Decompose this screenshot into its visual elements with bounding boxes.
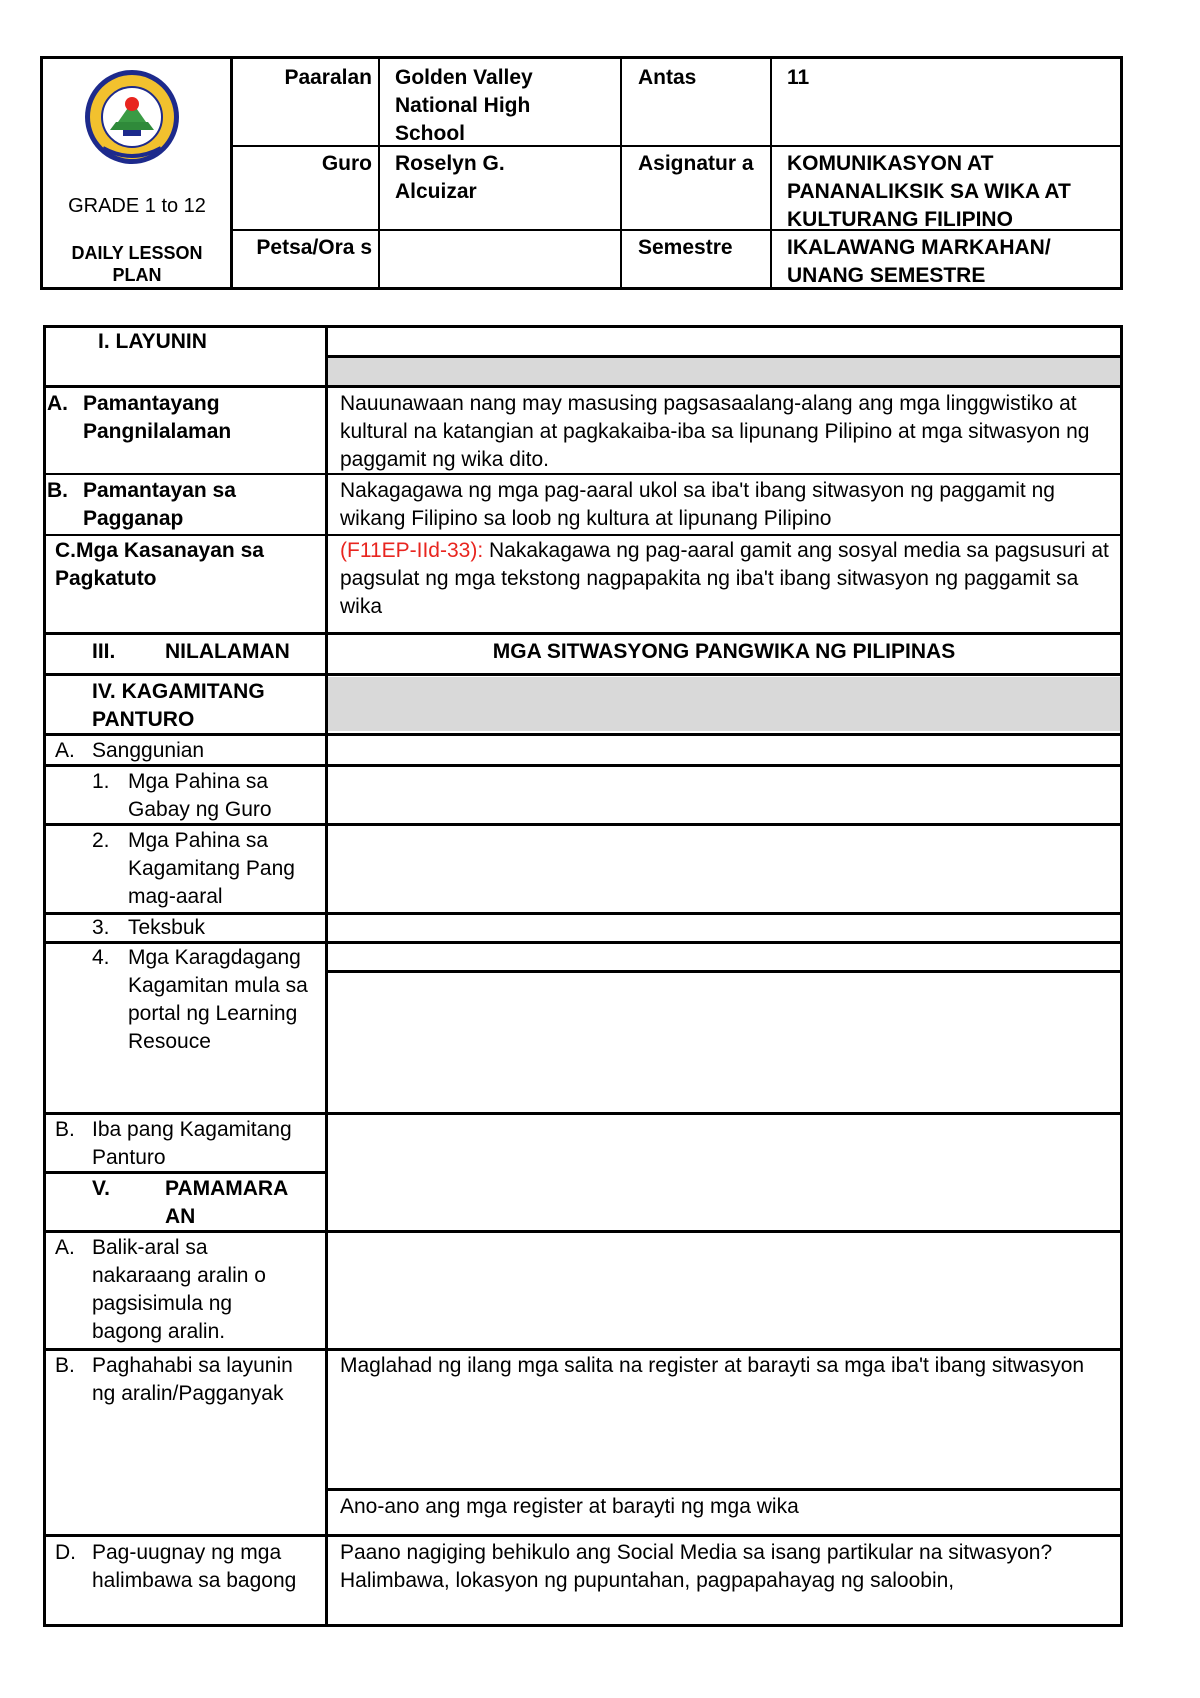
grade-label: GRADE 1 to 12 bbox=[68, 195, 206, 217]
sanggunian-letter: A. bbox=[55, 739, 75, 762]
table-border-right bbox=[1120, 325, 1123, 1627]
pamamaraan-number: V. bbox=[92, 1177, 110, 1200]
header-border-right bbox=[1120, 56, 1123, 290]
kagamitan-gray-fill bbox=[328, 677, 1120, 731]
paghahabi-value: Maglahad ng ilang mga salita na register at barayti sa mga iba't ibang sitwasyon bbox=[340, 1354, 1085, 1377]
row-line bbox=[43, 534, 1123, 536]
mga-kasanayan-label: C.Mga Kasanayan sa Pagkatuto bbox=[55, 539, 264, 590]
asignatura-value: KOMUNIKASYON AT PANANALIKSIK SA WIKA AT KULTURANG FILIPINO bbox=[787, 152, 1071, 231]
antas-value: 11 bbox=[787, 66, 810, 89]
dlp-label: DAILY LESSON PLAN bbox=[71, 243, 203, 285]
teksbuk-label: Teksbuk bbox=[128, 916, 206, 939]
row-line bbox=[43, 385, 1123, 388]
competency-text: Nakakagawa ng pag-aaral gamit ang sosyal media sa pagsusuri at pagsulat ng mga tekstong nagpapakita ng iba't ibang sitwasyon ng paggamit sa wika bbox=[340, 539, 1109, 618]
school-seal-logo bbox=[83, 68, 181, 166]
pag-uugnay-value: Paano nagiging behikulo ang Social Media sa isang partikular na sitwasyon? Halimbawa, lokasyon ng pupuntahan, pagpapahayag ng saloobin, bbox=[340, 1541, 1053, 1592]
layunin-heading: I. LAYUNIN bbox=[98, 330, 207, 353]
item2-number: 2. bbox=[92, 829, 110, 852]
table-column-divider bbox=[325, 325, 328, 1627]
karagdagang-kagamitan-label: Mga Karagdagang Kagamitan mula sa portal ng Learning Resouce bbox=[128, 946, 308, 1053]
nilalaman-value: MGA SITWASYONG PANGWIKA NG PILIPINAS bbox=[492, 640, 956, 663]
item4-number: 4. bbox=[92, 946, 110, 969]
iba-letter: B. bbox=[55, 1118, 75, 1141]
table-border-left bbox=[43, 325, 46, 1627]
header-divider-3 bbox=[770, 56, 772, 290]
row-line bbox=[43, 1112, 1123, 1115]
pamantayang-pangnilalaman-label: Pamantayang Pangnilalaman bbox=[83, 392, 232, 443]
antas-label: Antas bbox=[638, 66, 697, 89]
row-line bbox=[43, 764, 1123, 767]
pamantayan-sa-pagganap-value: Nakagagawa ng mga pag-aaral ukol sa iba't ibang sitwasyon ng paggamit ng wikang Filipino sa loob ng kultura at lipunang Pilipino bbox=[340, 479, 1055, 530]
kagamitang-mag-aaral-label: Mga Pahina sa Kagamitang Pang mag-aaral bbox=[128, 829, 295, 908]
pamantayang-pangnilalaman-value: Nauunawaan nang may masusing pagsasaalang-alang ang mga linggwistiko at kultural na katangian at pagkakaiba-iba sa lipunang Pilipino at mga sitwasyon ng paggamit ng wika dito. bbox=[340, 392, 1090, 471]
balik-aral-letter: A. bbox=[55, 1236, 75, 1259]
row-line bbox=[43, 673, 1123, 676]
header-border-left bbox=[40, 56, 43, 290]
guro-value: Roselyn G. Alcuizar bbox=[395, 152, 505, 203]
semestre-label: Semestre bbox=[638, 236, 733, 259]
gabay-ng-guro-label: Mga Pahina sa Gabay ng Guro bbox=[128, 770, 272, 821]
row-line bbox=[43, 632, 1123, 635]
nilalaman-number: III. bbox=[92, 640, 116, 663]
semestre-value: IKALAWANG MARKAHAN/ UNANG SEMESTRE bbox=[787, 236, 1051, 287]
header-divider-2 bbox=[620, 56, 622, 290]
register-barayti-value: Ano-ano ang mga register at barayti ng mga wika bbox=[340, 1495, 799, 1518]
a-letter: A. bbox=[47, 392, 68, 415]
nilalaman-label: NILALAMAN bbox=[165, 640, 290, 663]
guro-label: Guro bbox=[321, 152, 372, 175]
paaralan-label: Paaralan bbox=[284, 66, 372, 89]
pag-uugnay-label: Pag-uugnay ng mga halimbawa sa bagong bbox=[92, 1541, 297, 1592]
competency-code: (F11EP-IId-33): bbox=[340, 539, 484, 562]
paaralan-value: Golden Valley National High School bbox=[395, 66, 533, 145]
asignatura-label: Asignatur a bbox=[638, 152, 754, 175]
pamantayan-sa-pagganap-label: Pamantayan sa Pagganap bbox=[83, 479, 236, 530]
header-divider-1 bbox=[378, 56, 380, 290]
header-row-divider-1 bbox=[230, 145, 1123, 147]
header-border-top bbox=[40, 56, 1123, 59]
item3-number: 3. bbox=[92, 916, 110, 939]
sanggunian-label: Sanggunian bbox=[92, 739, 205, 762]
balik-aral-label: Balik-aral sa nakaraang aralin o pagsisimula ng bagong aralin. bbox=[92, 1236, 266, 1343]
mga-kasanayan-value bbox=[340, 537, 1110, 621]
row-line bbox=[325, 355, 1123, 358]
pag-uugnay-letter: D. bbox=[55, 1541, 76, 1564]
row-line bbox=[43, 1534, 1123, 1537]
petsa-label: Petsa/Ora s bbox=[256, 236, 372, 259]
table-border-bottom bbox=[43, 1624, 1123, 1627]
kagamitang-panturo-heading: IV. KAGAMITANG PANTURO bbox=[92, 680, 265, 731]
iba-pang-kagamitan-label: Iba pang Kagamitang Panturo bbox=[92, 1118, 292, 1169]
paghahabi-label: Paghahabi sa layunin ng aralin/Pagganyak bbox=[92, 1354, 293, 1405]
row-line bbox=[325, 1488, 1123, 1491]
row-line bbox=[325, 970, 1123, 973]
layunin-gray-fill bbox=[328, 358, 1120, 385]
header-divider-logo bbox=[230, 56, 233, 290]
item1-number: 1. bbox=[92, 770, 110, 793]
pamamaraan-label: PAMAMARA AN bbox=[165, 1177, 288, 1228]
b-letter: B. bbox=[47, 479, 68, 502]
paghahabi-letter: B. bbox=[55, 1354, 75, 1377]
row-line bbox=[43, 1348, 1123, 1351]
